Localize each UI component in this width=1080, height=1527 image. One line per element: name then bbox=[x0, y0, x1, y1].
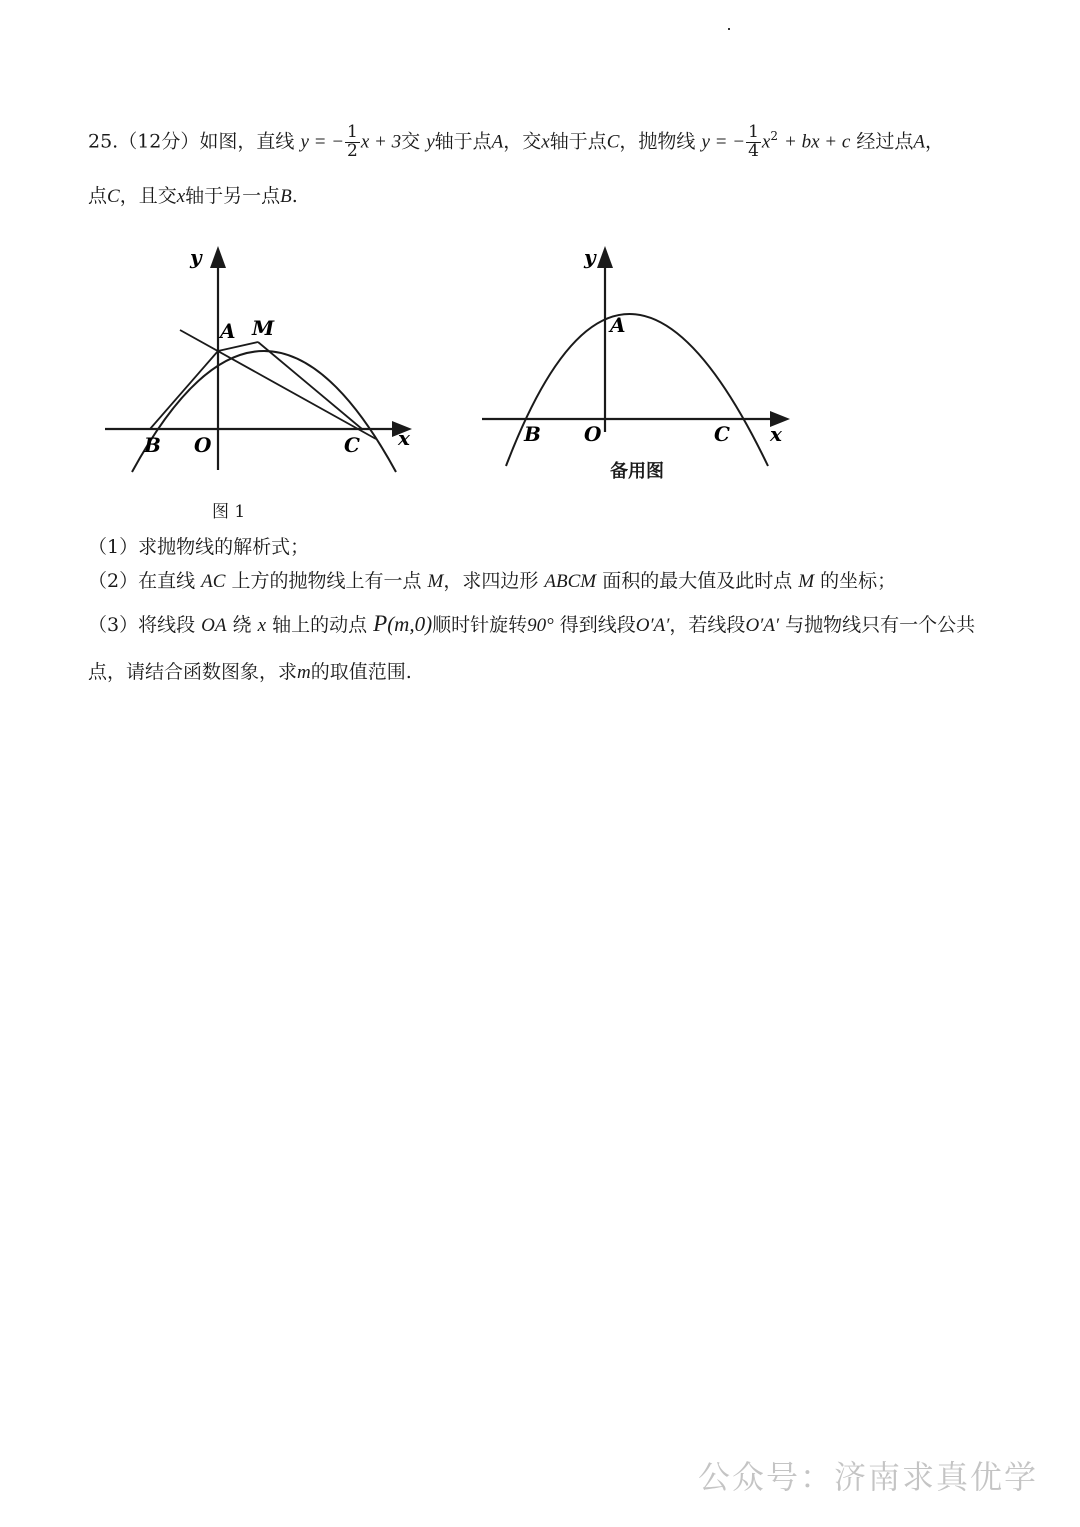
segment-OA-prime: O′A′ bbox=[745, 615, 780, 636]
variable-y: y bbox=[426, 131, 435, 153]
text: ，求四边形 bbox=[443, 570, 539, 592]
label-A: A bbox=[610, 313, 626, 337]
label-A: A bbox=[220, 319, 236, 343]
segment-BA bbox=[150, 351, 218, 429]
point-P-coords: (m,0) bbox=[387, 612, 433, 636]
fraction-numerator: 1 bbox=[347, 122, 358, 142]
fraction-denominator: 2 bbox=[347, 140, 358, 161]
text: 交 bbox=[401, 130, 421, 153]
label-y: y bbox=[584, 245, 596, 269]
text: 与抛物线只有一个公共 bbox=[785, 614, 976, 636]
point-C: C bbox=[606, 131, 620, 153]
text: ，抛物线 bbox=[619, 130, 696, 153]
line-equation-suffix: x + 3 bbox=[360, 131, 402, 153]
segment-OA: OA bbox=[201, 615, 227, 636]
text: 轴上的动点 bbox=[272, 614, 368, 636]
y-axis-arrow bbox=[597, 246, 613, 268]
text: （2）在直线 bbox=[88, 570, 196, 592]
line-AC-label: AC bbox=[201, 571, 226, 592]
text: 轴于另一点 bbox=[185, 185, 281, 207]
label-O: O bbox=[194, 433, 212, 457]
parabola-equation-prefix: y = − bbox=[701, 131, 746, 153]
angle-90: 90° bbox=[527, 615, 554, 636]
fraction-numerator: 1 bbox=[748, 122, 759, 142]
problem-line-2 bbox=[88, 181, 298, 208]
figure-1-svg bbox=[100, 238, 430, 478]
parabola-equation-suffix: + bx + c bbox=[784, 131, 851, 153]
variable-x: x bbox=[176, 186, 186, 207]
segment-OA-prime: O′A′ bbox=[635, 615, 670, 636]
variable-x: x bbox=[257, 615, 267, 636]
point-B: B bbox=[280, 186, 292, 207]
fraction-denominator: 4 bbox=[748, 140, 759, 161]
text: 经过点 bbox=[856, 130, 914, 153]
text: （3）将线段 bbox=[88, 614, 196, 636]
label-C: C bbox=[714, 422, 730, 446]
parabola-coef-fraction bbox=[746, 124, 761, 161]
point-M: M bbox=[798, 571, 815, 592]
label-B: B bbox=[144, 433, 161, 457]
point-P: P bbox=[373, 611, 388, 636]
text: 点 bbox=[88, 185, 108, 207]
line-equation-prefix: y = − bbox=[300, 131, 345, 153]
parabola-x: x bbox=[761, 131, 771, 153]
point-M: M bbox=[427, 571, 444, 592]
text: 轴于点 bbox=[549, 130, 607, 153]
problem-intro: 如图，直线 bbox=[199, 130, 295, 153]
label-O: O bbox=[584, 422, 602, 446]
figure-1-caption: 图 1 bbox=[212, 502, 246, 522]
figure-2-caption: 备用图 bbox=[610, 461, 664, 482]
text: 绕 bbox=[232, 614, 252, 636]
text: 的坐标； bbox=[820, 570, 897, 592]
question-3-line-1 bbox=[88, 610, 975, 637]
point-A: A bbox=[913, 131, 925, 153]
variable-x: x bbox=[541, 131, 550, 153]
text: . bbox=[291, 185, 298, 207]
label-M: M bbox=[252, 316, 275, 340]
problem-line-1 bbox=[88, 124, 944, 161]
text: 得到线段 bbox=[559, 614, 636, 636]
parabola-exponent: 2 bbox=[770, 129, 778, 144]
question-3-line-2 bbox=[88, 657, 412, 684]
text: 点，请结合函数图象，求 bbox=[88, 661, 298, 683]
text: ，若线段 bbox=[669, 614, 746, 636]
figure-2 bbox=[478, 238, 808, 488]
label-B: B bbox=[524, 422, 541, 446]
scan-speck bbox=[728, 28, 730, 30]
segment-MC bbox=[258, 342, 362, 429]
line-slope-fraction bbox=[345, 124, 360, 161]
question-2 bbox=[88, 566, 896, 593]
label-C: C bbox=[344, 433, 360, 457]
text: ，交 bbox=[503, 130, 542, 153]
text: ，且交 bbox=[119, 185, 177, 207]
label-x: x bbox=[398, 426, 410, 450]
question-1: （1）求抛物线的解析式； bbox=[88, 536, 310, 558]
variable-m: m bbox=[297, 662, 311, 683]
point-A: A bbox=[491, 131, 504, 153]
text: ， bbox=[924, 130, 944, 153]
label-y: y bbox=[190, 245, 202, 269]
text: 轴于点 bbox=[434, 130, 492, 153]
point-C: C bbox=[107, 186, 120, 207]
figure-2-svg bbox=[478, 238, 808, 488]
line-AC bbox=[180, 330, 376, 439]
watermark: 公众号：济南求真优学 bbox=[697, 1458, 1038, 1496]
y-axis-arrow bbox=[210, 246, 226, 268]
label-x: x bbox=[770, 422, 782, 446]
quadrilateral-ABCM: ABCM bbox=[544, 571, 597, 592]
text: 上方的抛物线上有一点 bbox=[231, 570, 422, 592]
problem-number: 25. bbox=[88, 130, 119, 153]
text: 面积的最大值及此时点 bbox=[602, 570, 793, 592]
problem-score: （12分） bbox=[118, 130, 200, 153]
text: 的取值范围. bbox=[310, 661, 412, 683]
text: 顺时针旋转 bbox=[432, 614, 528, 636]
segment-AM bbox=[218, 342, 258, 351]
figure-1 bbox=[100, 238, 430, 478]
